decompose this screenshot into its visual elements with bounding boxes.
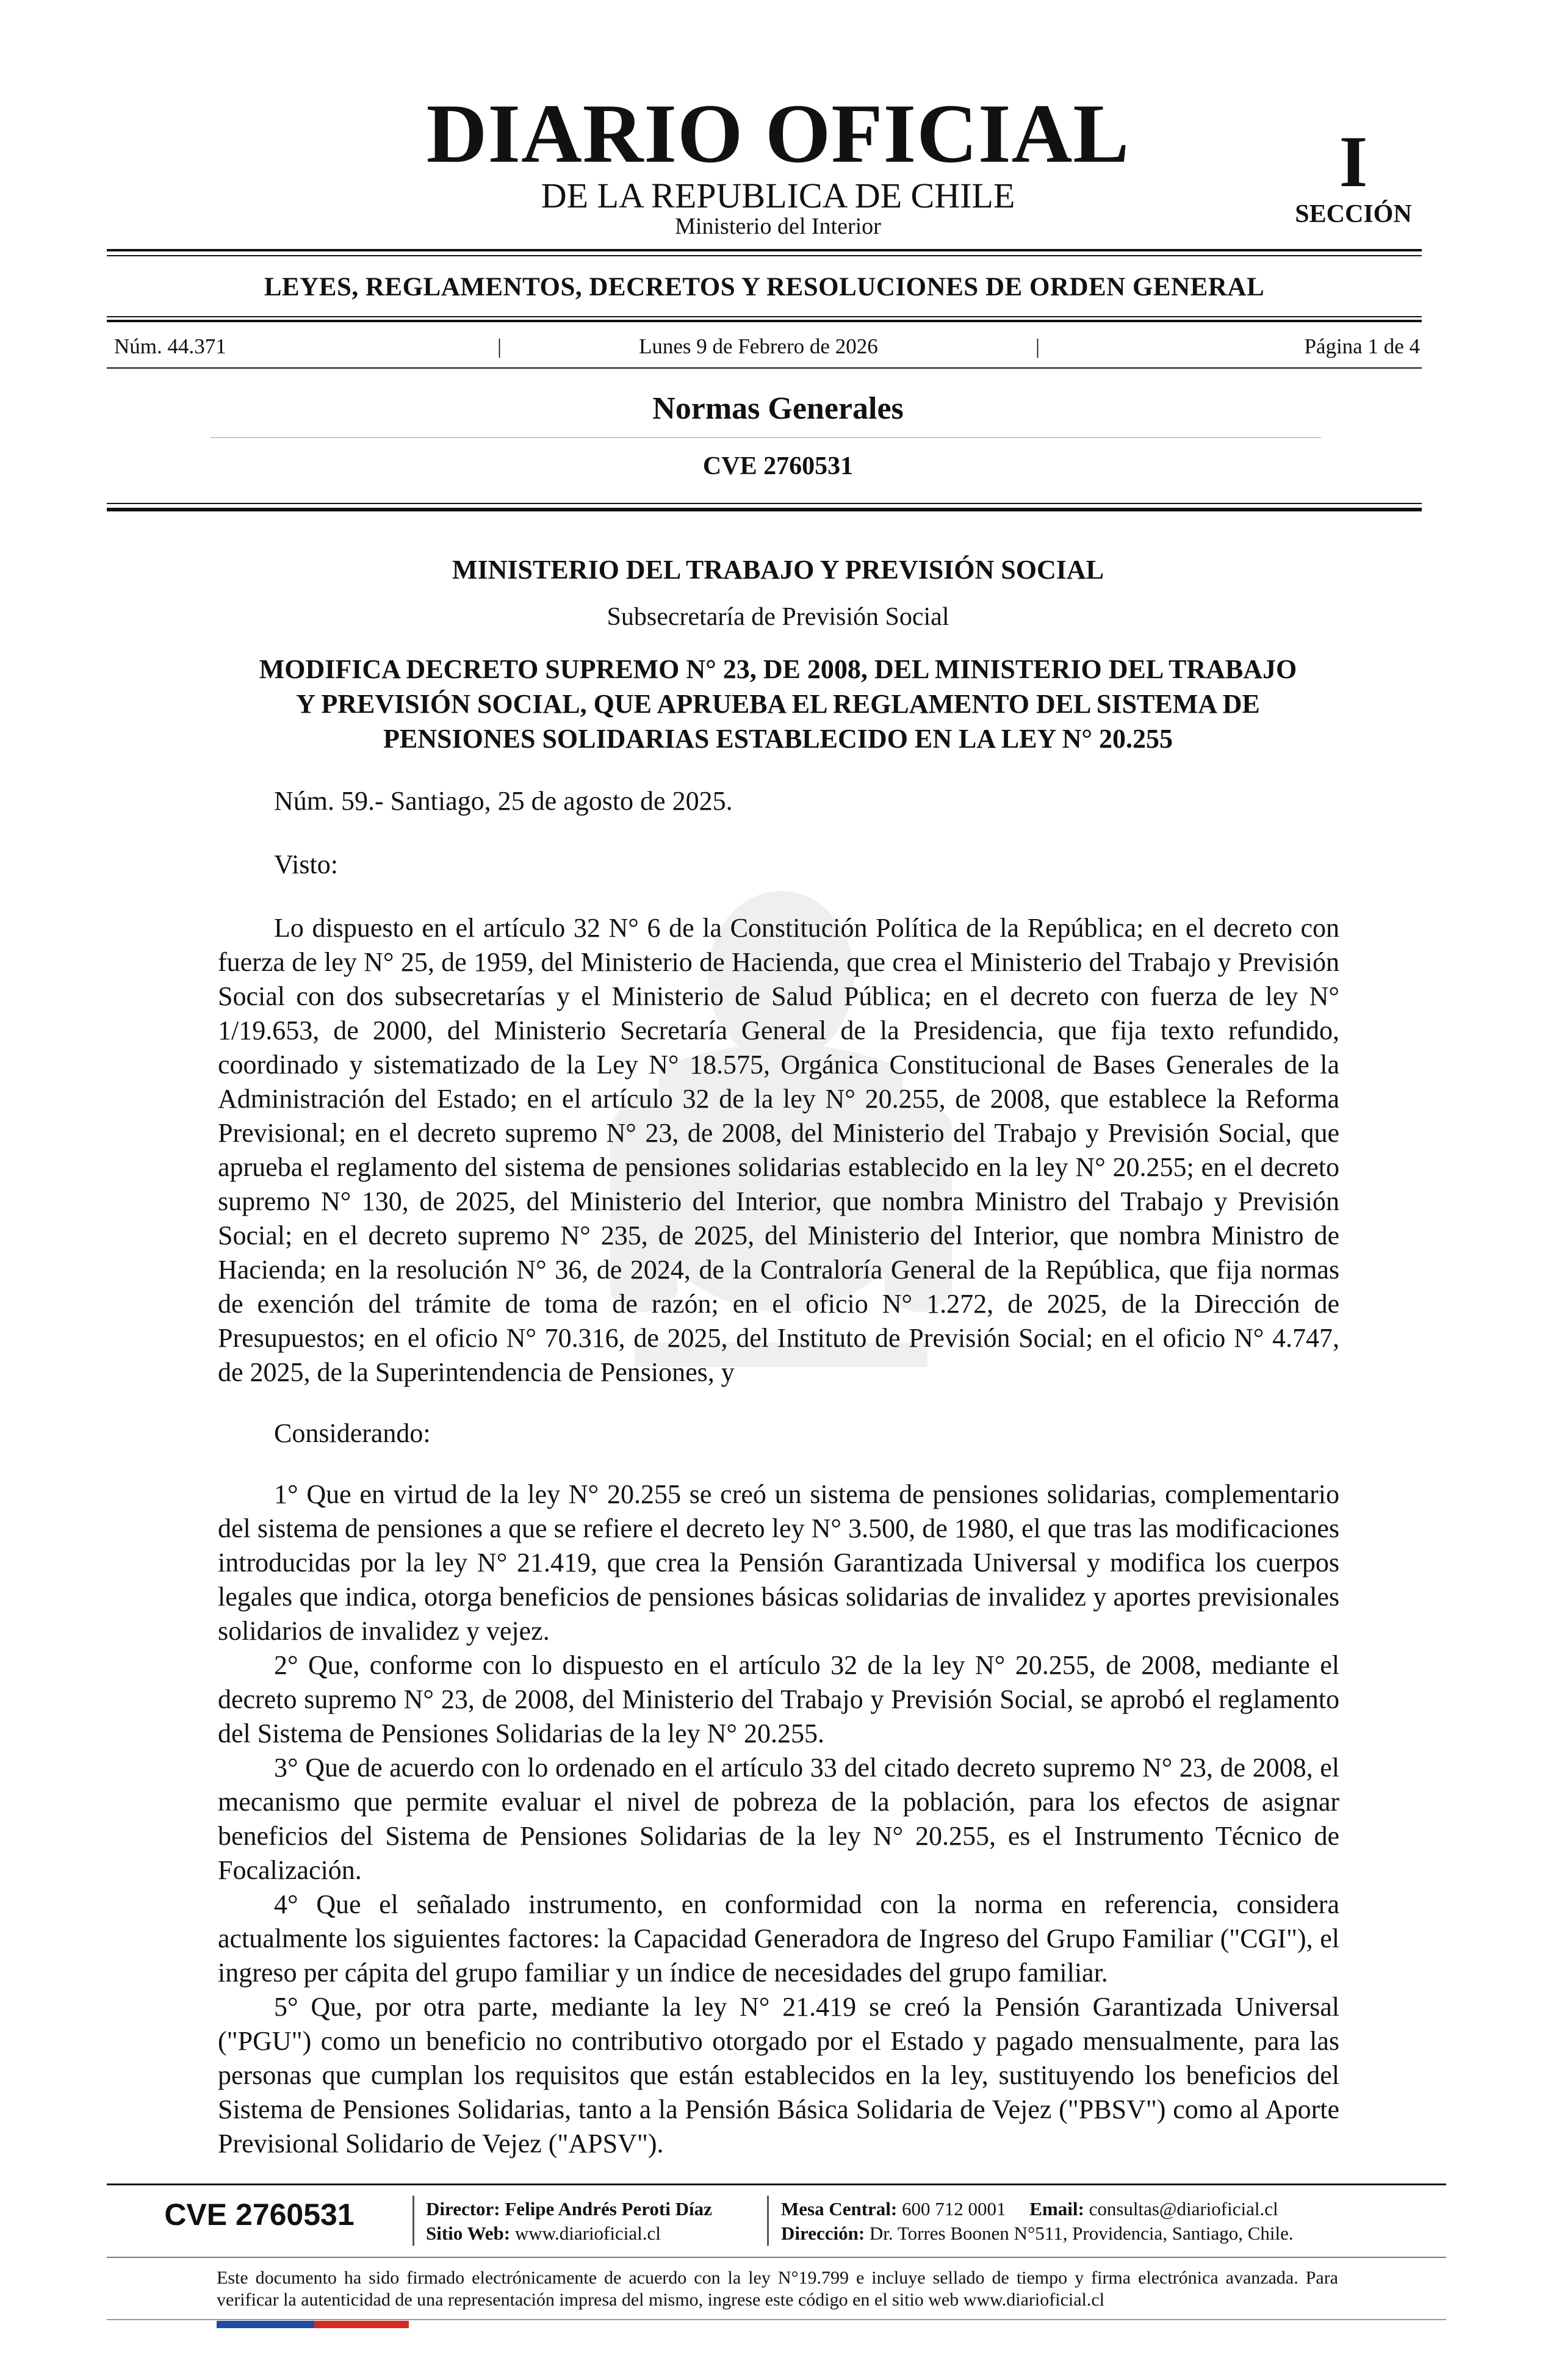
category-rule	[211, 437, 1321, 438]
cve-code: CVE 2760531	[702, 452, 854, 480]
footer-address	[781, 2222, 1294, 2245]
document-body	[218, 784, 1339, 2161]
footer-address-label: Dirección:	[781, 2223, 865, 2244]
issue-separator: |	[497, 334, 502, 358]
newspaper-subtitle: DE LA REPUBLICA DE CHILE	[541, 176, 1015, 215]
issue-separator: |	[1036, 334, 1040, 358]
header-rule-thin	[107, 503, 1422, 504]
considerando-heading: Considerando:	[274, 1418, 431, 1448]
visto-heading: Visto:	[274, 849, 338, 879]
flag-stripe-red	[314, 2321, 409, 2328]
footer-email-label: Email:	[1029, 2198, 1084, 2220]
footer-rule-bottom	[107, 2319, 1446, 2320]
footer-website-link[interactable]: www.diarioficial.cl	[514, 2223, 661, 2244]
visto-paragraph: Lo dispuesto en el artículo 32 N° 6 de la Constitución Política de la República; en el decreto con fuerza de ley N° 25, de 1959, del Ministerio de Hacienda, que crea el Ministerio del Trabajo y Previsión Social con dos subsecretarías y el Ministerio de Salud Pública; en el decreto con fuerza de ley N° 1/19.653, de 2000, del Ministerio Secretaría General de la Presidencia, que fija texto refundido, coordinado y sistematizado de la Ley N° 18.575, Orgánica Constitucional de Bases Generales de la Administración del Estado; en el artículo 32 de la ley N° 20.255, de 2008, que establece la Reforma Previsional; en el decreto supremo N° 23, de 2008, del Ministerio del Trabajo y Previsión Social, que aprueba el reglamento del sistema de pensiones solidarias establecido en la ley N° 20.255; en el decreto supremo N° 130, de 2025, del Ministerio del Interior, que nombra Ministro del Trabajo y Previsión Social; en el decreto supremo N° 235, de 2025, del Ministerio del Interior, que nombra Ministro de Hacienda; en la resolución N° 36, de 2024, de la Contraloría General de la República, que fija normas de exención del trámite de toma de razón; en el oficio N° 1.272, de 2025, de la Dirección de Presupuestos; en el oficio N° 70.316, de 2025, del Instituto de Previsión Social; en el oficio N° 4.747, de 2025, de la Superintendencia de Pensiones, y	[218, 913, 1339, 1387]
section-rule-thin	[107, 316, 1422, 317]
footer-director	[426, 2198, 712, 2221]
footer-phone-label: Mesa Central:	[781, 2198, 898, 2220]
issue-info-row	[114, 334, 1420, 359]
footer-phone: 600 712 0001	[902, 2198, 1006, 2220]
section-rule-thick	[107, 320, 1422, 322]
masthead-rule-thick	[107, 249, 1422, 251]
section-header: LEYES, REGLAMENTOS, DECRETOS Y RESOLUCIONES DE ORDEN GENERAL	[264, 273, 1265, 301]
issue-rule	[107, 367, 1422, 369]
issue-number: Núm. 44.371	[114, 334, 226, 358]
document-subsecretaria: Subsecretaría de Previsión Social	[607, 603, 949, 631]
flag-stripe-blue	[217, 2321, 314, 2328]
footer-website-label: Sitio Web:	[426, 2223, 511, 2244]
footer-divider	[412, 2196, 414, 2246]
document-ministry: MINISTERIO DEL TRABAJO Y PREVISIÓN SOCIAL	[452, 555, 1104, 585]
considerando-item: 1° Que en virtud de la ley N° 20.255 se creó un sistema de pensiones solidarias, complementario del sistema de pensiones a que se refiere el decreto ley N° 3.500, de 1980, el que tras las modificaciones introducidas por la ley N° 21.419, que crea la Pensión Garantizada Universal y modifica los cuerpos legales que indica, otorga beneficios de pensiones básicas solidarias de invalidez y aportes previsionales solidarios de invalidez y vejez.	[218, 1479, 1339, 1646]
footer-rule-middle	[107, 2257, 1446, 2258]
considerando-item: 4° Que el señalado instrumento, en conformidad con la norma en referencia, considera actualmente los siguientes factores: la Capacidad Generadora de Ingreso del Grupo Familiar ("CGI"), el ingreso per cápita del grupo familiar y un índice de necesidades del grupo familiar.	[218, 1889, 1339, 1988]
section-number: I	[1339, 121, 1368, 202]
footer-director-name: Felipe Andrés Peroti Díaz	[505, 2198, 712, 2220]
footer-contact	[781, 2198, 1278, 2221]
footer-rule-top	[107, 2183, 1446, 2185]
decree-title-line: Y PREVISIÓN SOCIAL, QUE APRUEBA EL REGLAMENTO DEL SISTEMA DE	[296, 689, 1260, 719]
decree-title-line: MODIFICA DECRETO SUPREMO N° 23, DE 2008, DEL MINISTERIO DEL TRABAJO	[259, 654, 1297, 684]
footer-website	[426, 2222, 661, 2245]
footer-address-text: Dr. Torres Boonen N°511, Providencia, Santiago, Chile.	[869, 2223, 1294, 2244]
decree-title	[195, 652, 1361, 756]
considerando-item: 3° Que de acuerdo con lo ordenado en el artículo 33 del citado decreto supremo N° 23, de 2008, el mecanismo que permite evaluar el nivel de pobreza de la población, para los efectos de asignar beneficios del Sistema de Pensiones Solidarias de la ley N° 20.255, es el Instrumento Técnico de Focalización.	[218, 1753, 1339, 1885]
category-heading: Normas Generales	[652, 391, 904, 426]
footer-divider	[767, 2196, 769, 2246]
newspaper-ministry: Ministerio del Interior	[675, 214, 881, 239]
considerando-item: 2° Que, conforme con lo dispuesto en el artículo 32 de la ley N° 20.255, de 2008, mediante el decreto supremo N° 23, de 2008, del Ministerio del Trabajo y Previsión Social, se aprobó el reglamento del Sistema de Pensiones Solidarias de la ley N° 20.255.	[218, 1650, 1339, 1748]
decree-number-date: Núm. 59.- Santiago, 25 de agosto de 2025.	[274, 786, 733, 816]
issue-page: Página 1 de 4	[1304, 334, 1420, 358]
footer-cve-code: CVE 2760531	[164, 2198, 355, 2232]
masthead-rule-thin	[107, 255, 1422, 256]
decree-title-line: PENSIONES SOLIDARIAS ESTABLECIDO EN LA LEY N° 20.255	[383, 724, 1173, 754]
issue-date: Lunes 9 de Febrero de 2026	[639, 334, 878, 358]
newspaper-title: DIARIO OFICIAL	[426, 87, 1130, 180]
section-label: SECCIÓN	[1295, 200, 1412, 228]
footer-director-label: Director:	[426, 2198, 500, 2220]
footer-legal-notice: Este documento ha sido firmado electrónicamente de acuerdo con la ley N°19.799 e incluye sellado de tiempo y firma electrónica avanzada. Para verificar la autenticidad de una representación impresa del mismo, ingrese este código en el sitio web www.diarioficial.cl	[217, 2268, 1338, 2310]
considerando-item: 5° Que, por otra parte, mediante la ley N° 21.419 se creó la Pensión Garantizada Universal ("PGU") como un beneficio no contributivo otorgado por el Estado y pagado mensualmente, para las personas que cumplan los requisitos que están establecidos en la ley, sustituyendo los beneficios del Sistema de Pensiones Solidarias, tanto a la Pensión Básica Solidaria de Vejez ("PBSV") como al Aporte Previsional Solidario de Vejez ("APSV").	[218, 1992, 1339, 2158]
footer-email-link[interactable]: consultas@diarioficial.cl	[1089, 2198, 1278, 2220]
header-rule-thick	[107, 508, 1422, 511]
